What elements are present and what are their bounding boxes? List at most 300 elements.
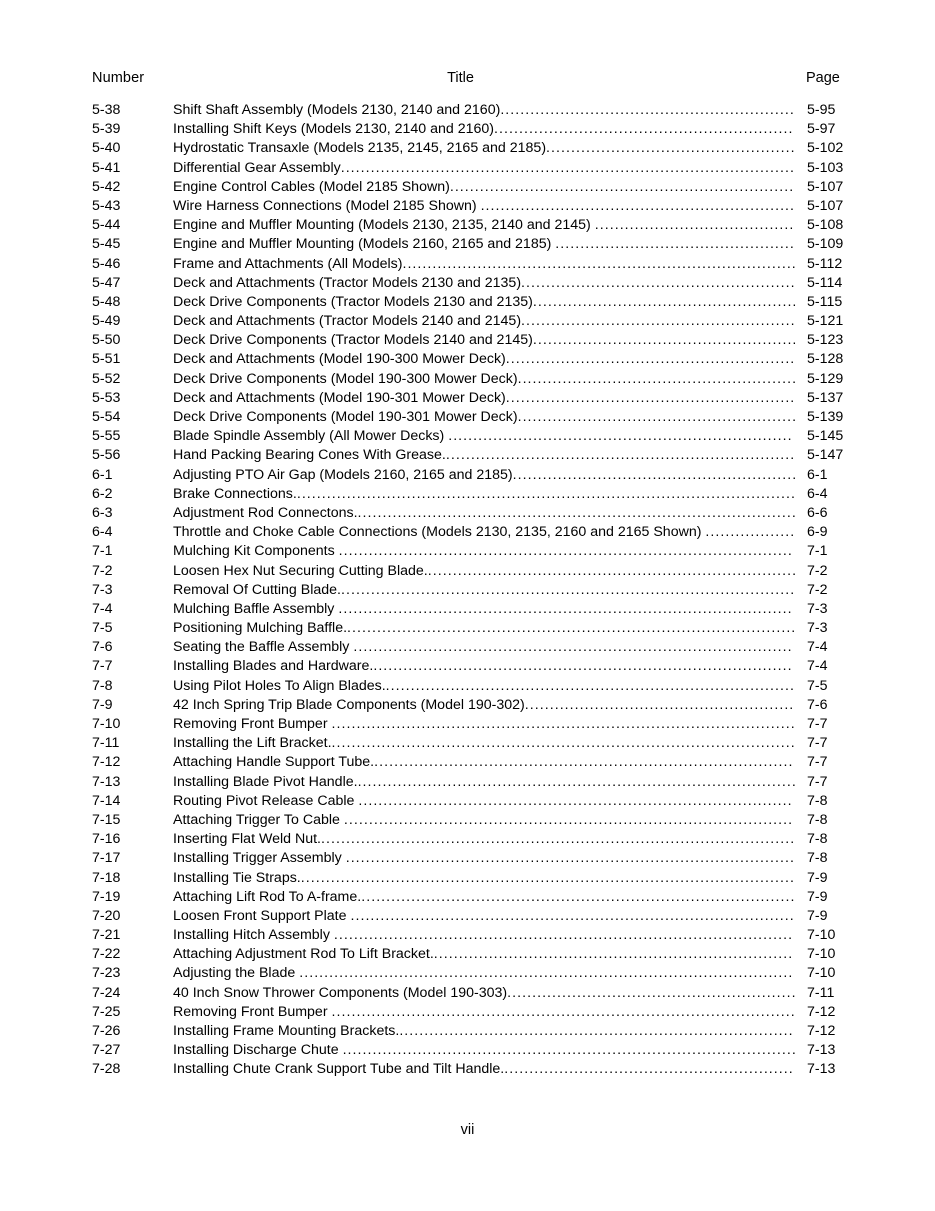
- toc-column-headers: [0, 68, 935, 92]
- toc-entry-row[interactable]: [0, 849, 935, 868]
- toc-entry-title: Installing Tie Straps.: [173, 869, 301, 886]
- toc-entry-title: Adjusting the Blade: [173, 965, 296, 982]
- toc-entry-page: 5-128: [807, 351, 844, 368]
- toc-entry-number: 7-25: [92, 1003, 121, 1020]
- toc-entry-number: 7-15: [92, 811, 121, 828]
- dot-leader: .............................................................................................: [331, 735, 796, 752]
- toc-entry-title: Installing Trigger Assembly: [173, 850, 342, 867]
- toc-entry-row[interactable]: [0, 159, 935, 178]
- dot-leader: ....................................................................................: [374, 754, 794, 771]
- toc-entry-title-with-leader: [173, 1060, 797, 1079]
- toc-entry-title-with-leader: [173, 811, 797, 830]
- toc-entry-title: Installing Discharge Chute: [173, 1042, 339, 1059]
- toc-entry-row[interactable]: [0, 178, 935, 197]
- toc-entry-title: Attaching Adjustment Rod To Lift Bracket.: [173, 946, 434, 963]
- toc-entry-row[interactable]: [0, 542, 935, 561]
- dot-leader: ..................: [705, 524, 796, 541]
- toc-entry-row[interactable]: [0, 753, 935, 772]
- toc-entry-row[interactable]: [0, 677, 935, 696]
- toc-entry-title: Brake Connections.: [173, 485, 297, 502]
- toc-entry-row[interactable]: [0, 773, 935, 792]
- dot-leader: .....................................................: [532, 332, 797, 349]
- toc-entry-title-with-leader: [173, 1022, 797, 1041]
- toc-entry-title: Loosen Hex Nut Securing Cutting Blade.: [173, 562, 428, 579]
- toc-entry-row[interactable]: [0, 715, 935, 734]
- toc-entry-page: 7-10: [807, 965, 836, 982]
- toc-entry-number: 5-55: [92, 428, 121, 445]
- toc-entry-title-with-leader: [173, 293, 797, 312]
- dot-leader: ....................................................................................................: [296, 485, 797, 502]
- toc-entry-row[interactable]: [0, 696, 935, 715]
- dot-leader: .............................................................................................: [331, 716, 796, 732]
- toc-entry-title: Deck Drive Components (Tractor Models 2140 and 2145): [173, 332, 533, 349]
- toc-entry-title: Removing Front Bumper: [173, 1003, 328, 1020]
- toc-entry-title-with-leader: [173, 235, 797, 254]
- toc-entry-title: Installing Shift Keys (Models 2130, 2140 and 2160): [173, 121, 494, 138]
- toc-entry-page: 5-145: [807, 428, 844, 445]
- toc-entry-title: Mulching Baffle Assembly: [173, 600, 335, 617]
- dot-leader: ...............................................................................: [399, 1023, 794, 1039]
- toc-entry-number: 7-3: [92, 581, 113, 598]
- toc-entry-title-with-leader: [173, 485, 797, 504]
- toc-entry-title-with-leader: [173, 600, 797, 619]
- toc-entry-page: 7-7: [807, 716, 828, 732]
- toc-entry-title-with-leader: [173, 888, 797, 907]
- toc-entry-title-with-leader: [173, 504, 797, 523]
- toc-entry-row[interactable]: [0, 619, 935, 638]
- toc-entry-row[interactable]: [0, 255, 935, 274]
- dot-leader: ...........................................................................................: [338, 600, 793, 617]
- toc-entry-title: Deck Drive Components (Model 190-300 Mower Deck): [173, 370, 518, 387]
- toc-entry-title: Adjusting PTO Air Gap (Models 2160, 2165 and 2185): [173, 466, 513, 483]
- toc-entry-number: 7-11: [92, 735, 120, 752]
- toc-entry-page: 7-3: [807, 600, 828, 617]
- toc-entry-row[interactable]: [0, 888, 935, 907]
- toc-entry-title-with-leader: [173, 964, 797, 983]
- toc-entry-page: 5-114: [807, 274, 843, 291]
- dot-leader: ..................................................: [546, 140, 796, 157]
- toc-entry-page: 6-9: [807, 524, 828, 541]
- toc-entry-row[interactable]: [0, 1041, 935, 1060]
- toc-entry-title: Deck and Attachments (Tractor Models 2130 and 2135): [173, 274, 522, 291]
- toc-entry-title-with-leader: [173, 562, 797, 581]
- toc-entry-row[interactable]: [0, 101, 935, 120]
- toc-entry-number: 7-2: [92, 562, 113, 579]
- toc-entry-page: 7-10: [807, 946, 836, 963]
- toc-entry-title: Installing Hitch Assembly: [173, 927, 330, 944]
- toc-entry-page: 7-13: [807, 1042, 836, 1059]
- dot-leader: ...............................................................................: [402, 255, 797, 272]
- toc-entry-number: 7-27: [92, 1042, 121, 1059]
- toc-entry-page: 6-6: [807, 504, 828, 521]
- toc-entry-title: Deck Drive Components (Model 190-301 Mower Deck): [173, 409, 518, 425]
- dot-leader: ...............................................................: [480, 197, 796, 214]
- toc-entry-page: 7-6: [807, 696, 828, 713]
- toc-entry-number: 6-3: [92, 504, 113, 521]
- toc-entry-title: Installing Blade Pivot Handle.: [173, 773, 358, 790]
- toc-entry-number: 7-24: [92, 984, 121, 1001]
- toc-entry-page: 7-9: [807, 888, 828, 905]
- toc-entry-title-with-leader: [173, 869, 797, 888]
- dot-leader: ..........................................................................................: [347, 620, 797, 637]
- dot-leader: ......................................................: [524, 696, 795, 713]
- toc-entry-title: Removing Front Bumper: [173, 716, 328, 732]
- toc-entry-title: Routing Pivot Release Cable: [173, 792, 355, 809]
- toc-entry-page: 5-102: [807, 140, 844, 157]
- dot-leader: ........................................................................: [433, 946, 794, 963]
- toc-entry-row[interactable]: [0, 427, 935, 446]
- toc-entry-title: Seating the Baffle Assembly: [173, 639, 350, 656]
- toc-entry-title-with-leader: [173, 216, 797, 235]
- toc-entry-title: Installing Chute Crank Support Tube and Tilt Handle.: [173, 1061, 505, 1078]
- toc-entry-row[interactable]: [0, 1022, 935, 1041]
- toc-entry-number: 7-7: [92, 658, 113, 675]
- toc-entry-row[interactable]: [0, 293, 935, 312]
- toc-entry-title-with-leader: [173, 466, 797, 485]
- toc-entry-page: 7-7: [807, 754, 828, 771]
- toc-entry-row[interactable]: [0, 485, 935, 504]
- toc-entry-page: 7-1: [807, 543, 828, 560]
- toc-entry-row[interactable]: [0, 523, 935, 542]
- toc-entry-page: 5-129: [807, 370, 844, 387]
- toc-entry-row[interactable]: [0, 926, 935, 945]
- toc-entry-page: 5-121: [807, 313, 844, 330]
- dot-leader: ........................................................................................: [357, 504, 797, 521]
- toc-entry-title-with-leader: [173, 619, 797, 638]
- toc-entry-title-with-leader: [173, 926, 797, 945]
- toc-entry-title: Shift Shaft Assembly (Models 2130, 2140 and 2160): [173, 102, 501, 118]
- dot-leader: .......................................................................................: [358, 792, 793, 809]
- column-header-number: Number: [92, 70, 145, 86]
- toc-entry-title: Installing Frame Mounting Brackets.: [173, 1023, 400, 1039]
- toc-entry-row[interactable]: [0, 811, 935, 830]
- toc-entry-number: 7-19: [92, 888, 121, 905]
- toc-entry-row[interactable]: [0, 466, 935, 485]
- toc-entry-title-with-leader: [173, 830, 797, 849]
- toc-entry-row[interactable]: [0, 216, 935, 235]
- toc-entry-title: 40 Inch Snow Thrower Components (Model 190-303): [173, 984, 508, 1001]
- toc-entry-row[interactable]: [0, 235, 935, 254]
- toc-entry-page: 7-9: [807, 907, 828, 924]
- toc-entry-page: 7-8: [807, 792, 828, 809]
- dot-leader: ........................................................: [517, 409, 797, 425]
- dot-leader: ..........................................................: [505, 351, 796, 368]
- toc-entry-page: 7-7: [807, 773, 828, 790]
- dot-leader: .......................................................: [521, 313, 796, 330]
- toc-entry-row[interactable]: [0, 1060, 935, 1079]
- toc-entry-number: 7-20: [92, 907, 121, 924]
- toc-entry-page: 5-123: [807, 332, 844, 349]
- toc-entry-number: 5-40: [92, 140, 121, 157]
- toc-entry-page: 7-12: [807, 1003, 836, 1020]
- toc-entry-title: Removal Of Cutting Blade.: [173, 581, 341, 598]
- toc-entry-title-with-leader: [173, 255, 797, 274]
- toc-entry-title-with-leader: [173, 350, 797, 369]
- toc-entry-number: 5-46: [92, 255, 121, 272]
- toc-entry-row[interactable]: [0, 600, 935, 619]
- toc-entry-title: Differential Gear Assembly: [173, 159, 341, 176]
- toc-entry-title: Wire Harness Connections (Model 2185 Shown): [173, 197, 477, 214]
- column-header-title: Title: [447, 70, 474, 86]
- toc-entry-row[interactable]: [0, 1003, 935, 1022]
- toc-entry-title-with-leader: [173, 159, 797, 178]
- toc-entry-row[interactable]: [0, 274, 935, 293]
- toc-entry-number: 7-18: [92, 869, 121, 886]
- dot-leader: ............................................................: [494, 121, 794, 138]
- toc-entry-number: 7-8: [92, 677, 113, 694]
- toc-entry-row[interactable]: [0, 408, 935, 427]
- toc-entry-title: Engine and Muffler Mounting (Models 2160, 2165 and 2185): [173, 236, 552, 253]
- column-header-page: Page: [806, 70, 840, 86]
- toc-entry-page: 5-95: [807, 102, 836, 118]
- dot-leader: .........................................................: [512, 466, 797, 483]
- toc-entry-title-with-leader: [173, 657, 797, 676]
- toc-entry-number: 7-12: [92, 754, 121, 771]
- toc-entry-page: 5-108: [807, 217, 844, 234]
- dot-leader: .....................................................................: [449, 178, 795, 195]
- dot-leader: ....................................................................................: [373, 658, 793, 675]
- dot-leader: .............................................................................................: [331, 1003, 796, 1020]
- toc-entry-page: 7-8: [807, 850, 828, 867]
- toc-entry-page: 5-112: [807, 255, 843, 272]
- toc-entry-title: Frame and Attachments (All Models): [173, 255, 403, 272]
- toc-entry-row[interactable]: [0, 350, 935, 369]
- toc-entry-number: 7-1: [92, 543, 113, 560]
- toc-entry-title-with-leader: [173, 331, 797, 350]
- toc-entry-title-with-leader: [173, 101, 797, 120]
- toc-entry-list: [0, 101, 935, 1080]
- toc-entry-number: 5-51: [92, 351, 121, 368]
- dot-leader: .....................................................................: [448, 428, 793, 445]
- toc-entry-title: Deck Drive Components (Tractor Models 2130 and 2135): [173, 293, 533, 310]
- dot-leader: ..........................................................: [504, 1061, 794, 1078]
- dot-leader: ...............................................................................................: [320, 831, 796, 848]
- toc-entry-number: 5-45: [92, 236, 121, 253]
- toc-entry-number: 7-26: [92, 1023, 121, 1039]
- toc-entry-number: 5-54: [92, 409, 121, 425]
- toc-entry-title-with-leader: [173, 1041, 797, 1060]
- toc-entry-title: Attaching Lift Rod To A-frame.: [173, 888, 362, 905]
- toc-entry-page: 5-103: [807, 159, 844, 176]
- toc-entry-page: 7-5: [807, 677, 828, 694]
- toc-entry-title: Inserting Flat Weld Nut.: [173, 831, 321, 848]
- toc-entry-title-with-leader: [173, 408, 797, 427]
- toc-entry-title-with-leader: [173, 370, 797, 389]
- dot-leader: .........................................................................................: [350, 907, 795, 924]
- toc-entry-row[interactable]: [0, 907, 935, 926]
- toc-entry-row[interactable]: [0, 792, 935, 811]
- dot-leader: ...........................................................: [500, 102, 795, 118]
- toc-entry-title-with-leader: [173, 907, 797, 926]
- toc-entry-row[interactable]: [0, 830, 935, 849]
- toc-entry-title: 42 Inch Spring Trip Blade Components (Model 190-302): [173, 696, 525, 713]
- toc-entry-page: 5-115: [807, 293, 843, 310]
- toc-entry-row[interactable]: [0, 984, 935, 1003]
- dot-leader: ........................................................................................: [353, 639, 793, 656]
- dot-leader: ...........................................................................................: [340, 581, 796, 598]
- toc-entry-title: Loosen Front Support Plate: [173, 907, 347, 924]
- toc-entry-number: 5-47: [92, 274, 121, 291]
- toc-entry-number: 7-23: [92, 965, 121, 982]
- dot-leader: .......................................................................................: [361, 888, 796, 905]
- toc-entry-title-with-leader: [173, 523, 797, 542]
- toc-entry-title-with-leader: [173, 849, 797, 868]
- toc-entry-title: Engine and Muffler Mounting (Models 2130, 2135, 2140 and 2145): [173, 217, 591, 234]
- toc-entry-title: Adjustment Rod Connectons.: [173, 504, 358, 521]
- toc-entry-number: 5-41: [92, 159, 121, 176]
- dot-leader: ..........................................................................................: [345, 850, 795, 867]
- toc-entry-title-with-leader: [173, 753, 797, 772]
- toc-entry-title-with-leader: [173, 984, 797, 1003]
- toc-entry-title: Attaching Handle Support Tube.: [173, 754, 375, 771]
- toc-entry-title-with-leader: [173, 139, 797, 158]
- toc-entry-title-with-leader: [173, 274, 797, 293]
- toc-entry-number: 6-4: [92, 524, 113, 541]
- toc-entry-number: 5-53: [92, 389, 121, 406]
- toc-entry-number: 7-9: [92, 696, 113, 713]
- toc-entry-title-with-leader: [173, 178, 797, 197]
- toc-entry-number: 5-56: [92, 447, 121, 464]
- toc-entry-title-with-leader: [173, 389, 797, 408]
- toc-entry-row[interactable]: [0, 370, 935, 389]
- toc-entry-row[interactable]: [0, 120, 935, 139]
- toc-entry-page: 7-12: [807, 1023, 836, 1039]
- toc-entry-page: 5-137: [807, 389, 844, 406]
- toc-entry-row[interactable]: [0, 312, 935, 331]
- dot-leader: ........................................................: [517, 370, 797, 387]
- toc-entry-row[interactable]: [0, 964, 935, 983]
- dot-leader: ..........................................................: [507, 984, 797, 1001]
- toc-entry-number: 7-4: [92, 600, 113, 617]
- toc-entry-title-with-leader: [173, 542, 797, 561]
- toc-entry-title-with-leader: [173, 734, 797, 753]
- toc-entry-title: Deck and Attachments (Model 190-301 Mower Deck): [173, 389, 506, 406]
- dot-leader: .......................................................: [521, 274, 796, 291]
- toc-entry-title: Installing Blades and Hardware.: [173, 658, 374, 675]
- dot-leader: ...........................................................................................: [340, 159, 795, 176]
- toc-entry-title: Throttle and Choke Cable Connections (Models 2130, 2135, 2160 and 2165 Shown): [173, 524, 702, 541]
- toc-entry-number: 7-22: [92, 946, 121, 963]
- toc-entry-title-with-leader: [173, 197, 797, 216]
- dot-leader: ............................................................................................: [333, 927, 794, 944]
- toc-entry-row[interactable]: [0, 734, 935, 753]
- toc-entry-row[interactable]: [0, 869, 935, 888]
- toc-entry-title: Blade Spindle Assembly (All Mower Decks): [173, 428, 445, 445]
- toc-entry-number: 7-5: [92, 620, 113, 637]
- toc-entry-number: 5-39: [92, 121, 121, 138]
- toc-entry-page: 7-10: [807, 927, 836, 944]
- toc-entry-number: 7-6: [92, 639, 113, 656]
- dot-leader: ........................................: [594, 217, 795, 234]
- toc-entry-row[interactable]: [0, 638, 935, 657]
- toc-entry-page: 7-8: [807, 831, 828, 848]
- toc-entry-row[interactable]: [0, 139, 935, 158]
- toc-entry-number: 5-52: [92, 370, 121, 387]
- toc-entry-title-with-leader: [173, 715, 797, 734]
- toc-entry-page: 7-2: [807, 562, 828, 579]
- dot-leader: ..................................................................................: [385, 677, 795, 694]
- toc-entry-number: 7-10: [92, 716, 121, 732]
- toc-entry-number: 5-38: [92, 102, 121, 118]
- dot-leader: ..........................................................: [505, 389, 796, 406]
- toc-entry-title: Deck and Attachments (Tractor Models 2140 and 2145): [173, 313, 522, 330]
- toc-entry-page: 7-3: [807, 620, 828, 637]
- page-folio: vii: [460, 1122, 475, 1138]
- dot-leader: ................................................: [555, 236, 795, 253]
- toc-entry-number: 7-21: [92, 927, 121, 944]
- toc-entry-title-with-leader: [173, 427, 797, 446]
- toc-entry-number: 7-28: [92, 1061, 121, 1078]
- toc-entry-title-with-leader: [173, 638, 797, 657]
- toc-entry-number: 5-44: [92, 217, 121, 234]
- toc-entry-row[interactable]: [0, 446, 935, 465]
- toc-entry-title: Installing the Lift Bracket.: [173, 735, 332, 752]
- toc-entry-page: 5-147: [807, 447, 844, 464]
- toc-entry-row[interactable]: [0, 562, 935, 581]
- toc-entry-title: Engine Control Cables (Model 2185 Shown): [173, 178, 450, 195]
- dot-leader: ..........................................................................: [427, 562, 797, 579]
- toc-entry-page: 6-4: [807, 485, 828, 502]
- toc-entry-page: 5-139: [807, 409, 844, 425]
- toc-entry-number: 5-43: [92, 197, 121, 214]
- toc-entry-number: 5-49: [92, 313, 121, 330]
- toc-entry-number: 7-14: [92, 792, 121, 809]
- toc-entry-row[interactable]: [0, 331, 935, 350]
- dot-leader: ........................................................................................: [357, 773, 797, 790]
- dot-leader: ...................................................................................................: [300, 869, 795, 886]
- toc-entry-row[interactable]: [0, 945, 935, 964]
- toc-entry-title-with-leader: [173, 945, 797, 964]
- toc-entry-page: 7-9: [807, 869, 828, 886]
- toc-entry-title: Positioning Mulching Baffle.: [173, 620, 348, 637]
- toc-entry-page: 5-107: [807, 178, 844, 195]
- toc-entry-page: 7-8: [807, 811, 828, 828]
- dot-leader: .....................................................: [532, 293, 797, 310]
- toc-entry-title: Attaching Trigger To Cable: [173, 811, 340, 828]
- toc-entry-row[interactable]: [0, 657, 935, 676]
- toc-entry-number: 5-50: [92, 332, 121, 349]
- toc-entry-page: 5-107: [807, 197, 844, 214]
- toc-entry-page: 7-2: [807, 581, 828, 598]
- toc-entry-number: 5-48: [92, 293, 121, 310]
- toc-entry-title: Hydrostatic Transaxle (Models 2135, 2145, 2165 and 2185): [173, 140, 547, 157]
- dot-leader: ...........................................................................................: [342, 1042, 797, 1059]
- toc-entry-page: 5-109: [807, 236, 844, 253]
- toc-entry-number: 7-16: [92, 831, 121, 848]
- toc-entry-page: 7-11: [807, 984, 835, 1001]
- toc-entry-number: 5-42: [92, 178, 121, 195]
- toc-entry-row[interactable]: [0, 504, 935, 523]
- toc-entry-row[interactable]: [0, 581, 935, 600]
- toc-entry-title: Hand Packing Bearing Cones With Grease.: [173, 447, 446, 464]
- toc-entry-number: 6-1: [92, 466, 113, 483]
- toc-entry-title: Mulching Kit Components: [173, 543, 335, 560]
- toc-entry-page: 7-7: [807, 735, 828, 752]
- toc-entry-title-with-leader: [173, 1003, 797, 1022]
- toc-entry-row[interactable]: [0, 197, 935, 216]
- dot-leader: ......................................................................: [445, 447, 796, 464]
- dot-leader: ..........................................................................................: [343, 811, 794, 828]
- toc-entry-number: 7-13: [92, 773, 121, 790]
- toc-entry-title-with-leader: [173, 696, 797, 715]
- dot-leader: ...........................................................................................: [338, 543, 793, 560]
- toc-entry-page: 7-4: [807, 658, 828, 675]
- dot-leader: ...................................................................................................: [299, 965, 794, 982]
- toc-entry-row[interactable]: [0, 389, 935, 408]
- toc-entry-page: 5-97: [807, 121, 836, 138]
- toc-entry-title-with-leader: [173, 792, 797, 811]
- toc-entry-title-with-leader: [173, 773, 797, 792]
